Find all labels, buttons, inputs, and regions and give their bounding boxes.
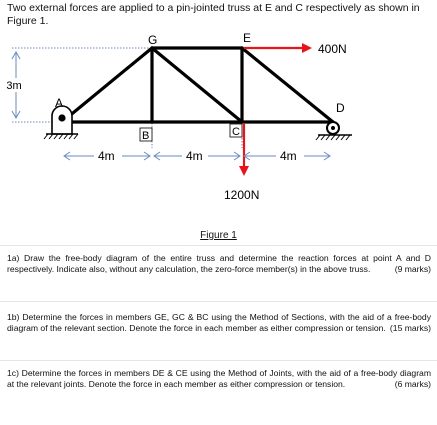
question-1b-text: 1b) Determine the forces in members GE, GC & BC using the Method of Sections, with the aid of a free-body diagram of the relevant section. Denote the force in each member as either compression or tension.: [7, 312, 431, 333]
node-label-B: B: [142, 130, 150, 142]
force-label-E: 400N: [318, 42, 347, 56]
height-label: 3m: [6, 80, 22, 92]
span-label-1: 4m: [98, 149, 115, 163]
question-1a: [7, 253, 431, 274]
divider: [0, 301, 437, 302]
figure-caption: Figure 1: [200, 230, 237, 241]
node-label-C: C: [232, 126, 240, 138]
member-ED: [242, 48, 333, 122]
node-label-G: G: [148, 33, 158, 47]
question-1a-text: 1a) Draw the free-body diagram of the entire truss and determine the reaction forces at point A and D respectively. Indicate also, without any calculation, the zero-force member(s) in the above truss.: [7, 253, 431, 274]
node-label-E: E: [243, 31, 252, 45]
question-1c-text: 1c) Determine the forces in members DE & CE using the Method of Joints, with the aid of a free-body diagram at the relevant joints. Denote the force in each member as either compression or tension.: [7, 368, 431, 389]
roller-support-D: [316, 122, 352, 140]
member-GC: [152, 48, 242, 122]
truss-members: [62, 48, 333, 122]
node-label-A: A: [55, 96, 64, 110]
question-1a-marks: (9 marks): [394, 263, 431, 274]
question-1c-marks: (6 marks): [394, 378, 431, 389]
truss-figure: [0, 28, 437, 228]
node-label-D: D: [336, 101, 345, 115]
force-label-C: 1200N: [224, 188, 260, 202]
question-1b-marks: (15 marks): [389, 322, 431, 333]
divider: [0, 360, 437, 361]
divider: [0, 245, 437, 246]
problem-intro: Two external forces are applied to a pin-jointed truss at E and C respectively as shown in Figure 1.: [7, 2, 420, 27]
span-label-2: 4m: [186, 149, 203, 163]
question-1b: [7, 312, 431, 333]
span-label-3: 4m: [280, 149, 297, 163]
member-AG: [62, 48, 152, 122]
force-arrow-E: [244, 43, 312, 53]
question-1c: [7, 368, 431, 389]
